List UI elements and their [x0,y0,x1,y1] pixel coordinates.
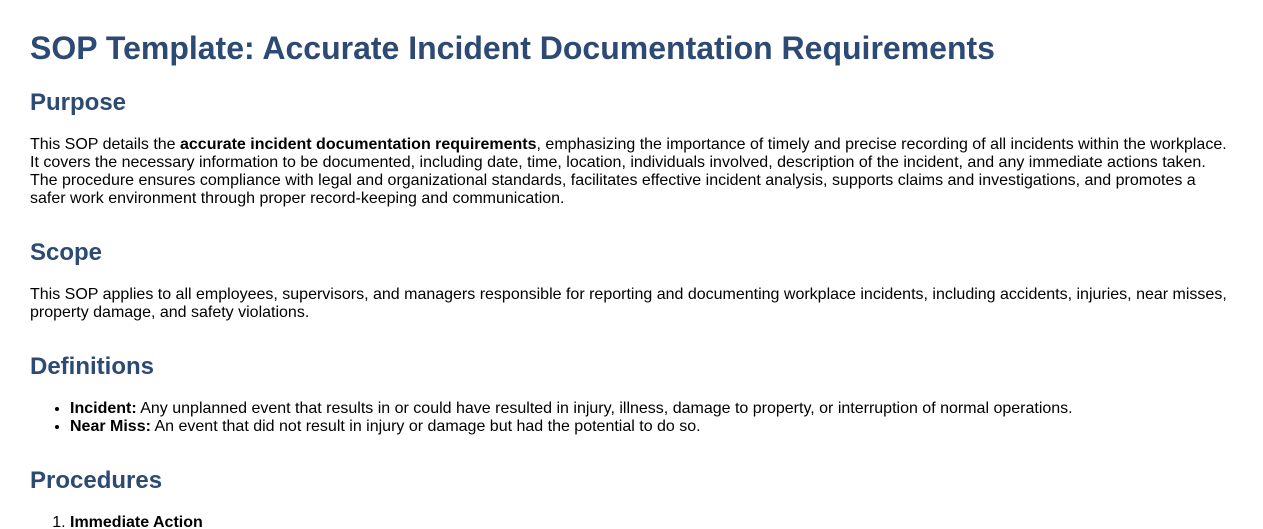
purpose-paragraph [30,136,1235,208]
definition-description: An event that did not result in injury or damage but had the potential to do so. [150,418,701,435]
purpose-text-emphasis: accurate incident documentation requirements [180,136,537,153]
procedure-item-immediate-action [70,514,1263,529]
purpose-text-end: , emphasizing the importance of timely and precise recording of all incidents within the workplace. It covers the necessary information to be documented, including date, time, location, individuals involved, description of the incident, and any immediate actions taken. The procedure ensures compliance with legal and organizational standards, facilitates effective incident analysis, supports claims and investigations, and promotes a safer work environment through proper record-keeping and communication. [30,136,1227,207]
procedure-step-title: Immediate Action [70,514,203,529]
definitions-list [30,400,1263,436]
definition-term: Near Miss: [70,418,151,435]
definition-description: Any unplanned event that results in or could have resulted in injury, illness, damage to property, or interruption of normal operations. [136,400,1073,417]
definition-item-near-miss [70,418,1263,436]
definition-item-incident [70,400,1263,418]
definitions-heading: Definitions [30,353,154,380]
scope-paragraph: This SOP applies to all employees, supervisors, and managers responsible for reporting and documenting workplace incidents, including accidents, injuries, near misses, property damage, and safety violations. [30,286,1227,321]
purpose-text-start: This SOP details the [30,136,180,153]
definition-term: Incident: [70,400,137,417]
procedures-heading: Procedures [30,467,163,494]
scope-heading: Scope [30,239,103,266]
purpose-heading: Purpose [30,89,127,116]
page-title: SOP Template: Accurate Incident Documentation Requirements [30,30,995,66]
procedures-list [30,514,1263,529]
